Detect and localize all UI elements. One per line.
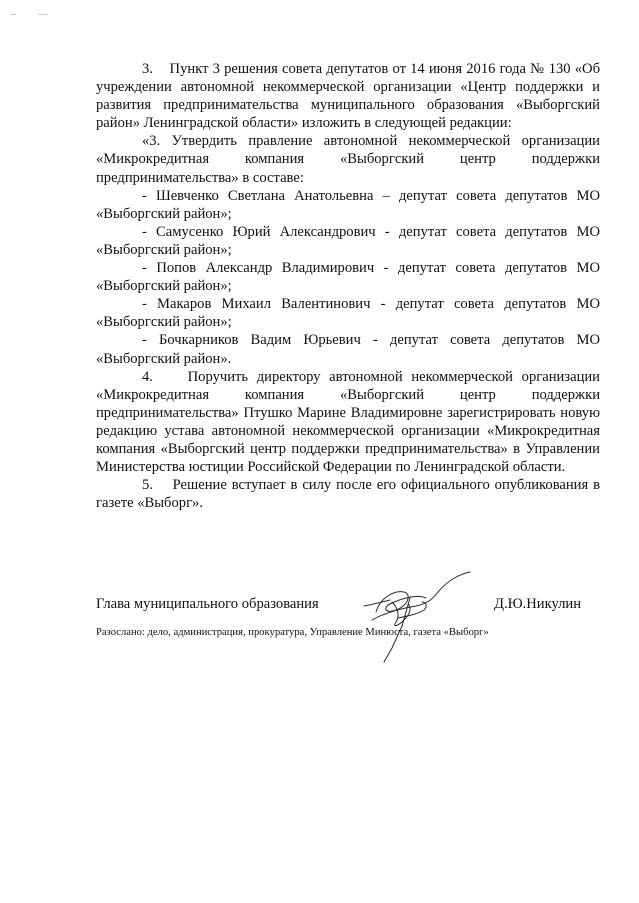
member-item: - Самусенко Юрий Александрович - депутат совета депутатов МО «Выборгский район»;	[96, 223, 600, 258]
signatory-name: Д.Ю.Никулин	[494, 596, 582, 612]
distribution-list: Разослано: дело, администрация, прокуратура, Управление Минюста, газета «Выборг»	[96, 627, 489, 638]
signatory-title: Глава муниципального образования	[96, 596, 319, 612]
paragraph-5: 5. Решение вступает в силу после его официального опубликования в газете «Выборг».	[96, 477, 600, 512]
member-item: - Шевченко Светлана Анатольевна – депутат совета депутатов МО «Выборгский район»;	[96, 187, 600, 222]
paragraph-3-quote: «3. Утвердить правление автономной некоммерческой организации «Микрокредитная компания «Выборгский центр поддержки предпринимательства» в составе:	[96, 133, 600, 186]
paragraph-4: 4. Поручить директору автономной некоммерческой организации «Микрокредитная компания «Выборгский центр поддержки предпринимательства» Птушко Марине Владимировне зарегистрировать новую редакцию устава автономной некоммерческой организации «Микрокредитная компания «Выборгский центр поддержки предпринимательства» в Управлении Министерства юстиции Российской Федерации по Ленинградской области.	[96, 368, 600, 476]
scan-mark	[38, 14, 48, 15]
member-item: - Макаров Михаил Валентинович - депутат совета депутатов МО «Выборгский район»;	[96, 296, 600, 331]
document-body	[96, 60, 600, 512]
handwritten-signature	[352, 568, 512, 668]
paragraph-3: 3. Пункт 3 решения совета депутатов от 14 июня 2016 года № 130 «Об учреждении автономной некоммерческой организации «Центр поддержки и развития предпринимательства муниципального образования «Выборгский район» Ленинградской области» изложить в следующей редакции:	[96, 61, 600, 132]
scan-mark	[10, 14, 16, 15]
member-item: - Попов Александр Владимирович - депутат совета депутатов МО «Выборгский район»;	[96, 260, 600, 295]
member-item: - Бочкарников Вадим Юрьевич - депутат совета депутатов МО «Выборгский район».	[96, 332, 600, 367]
